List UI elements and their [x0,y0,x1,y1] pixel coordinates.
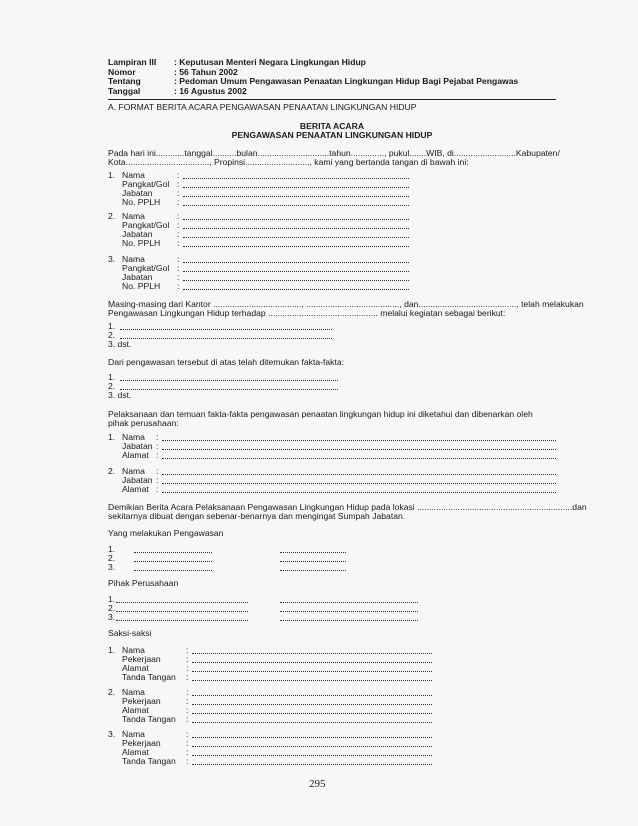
list-number: 3. dst. [108,390,132,400]
header-key: Tentang [108,76,141,87]
signature-number: 3. [108,562,116,572]
demikian-line-1: Demikian Berita Acara Pelaksanaan Pengawasan Lingkungan Hidup pada lokasi .................................................................dan [108,502,587,512]
header-value: : 16 Agustus 2002 [174,85,247,96]
header-key: Nomor [108,66,136,77]
section-heading: A. FORMAT BERITA ACARA PENGAWASAN PENAATAN LINGKUNGAN HIDUP [108,102,417,112]
officer-field-blank [183,265,409,272]
colon: : [177,263,180,273]
company-field-label: Nama [122,432,145,442]
officer-field-blank [183,256,409,263]
witness-field-label: Pekerjaan [122,654,161,664]
header-key: Tanggal [108,85,141,96]
signature-blank [116,605,248,612]
list-number: 3. dst. [108,339,132,349]
signature-number: 2. [108,553,116,563]
colon: : [156,432,159,442]
header-key: Lampiran III [108,57,157,67]
officer-field-label: No. PPLH [122,281,161,291]
colon: : [186,654,189,664]
colon: : [177,211,180,221]
company-field-blank [162,468,556,475]
company-field-blank [162,452,556,459]
witness-field-blank [192,740,432,747]
pelaksanaan-line-2: pihak perusahaan: [108,418,179,428]
intro-line-1: Pada hari ini............tanggal..........bulan..............................tahun.............., pukul.......WIB, di..........................Kabupaten/ [108,148,560,158]
colon: : [156,484,159,494]
page-number: 295 [309,778,326,790]
witness-field-blank [192,758,432,765]
colon: : [186,714,189,724]
signature-blank [280,614,418,621]
officer-field-blank [183,213,409,220]
officer-field-blank [183,172,409,179]
officer-number: 1. [108,170,116,180]
officer-field-label: Jabatan [122,188,153,198]
colon: : [177,220,180,230]
colon: : [186,705,189,715]
officer-field-label: No. PPLH [122,197,161,207]
colon: : [186,696,189,706]
witness-number: 3. [108,729,116,739]
signature-blank [134,555,212,562]
signature-blank [116,614,248,621]
company-field-blank [162,477,556,484]
officer-field-label: Pangkat/Gol [122,220,170,230]
company-field-blank [162,486,556,493]
officer-field-label: Jabatan [122,272,153,282]
colon: : [186,672,189,682]
officer-field-blank [183,283,409,290]
masing-line-2: Pengawasan Lingkungan Hidup terhadap .............................................. melalui kegiatan sebagai berikut: [108,308,506,318]
colon: : [186,747,189,757]
signature-number: 3. [108,612,116,622]
company-field-label: Jabatan [122,441,153,451]
officer-number: 3. [108,254,116,264]
signature-blank [280,605,418,612]
officer-field-blank [183,240,409,247]
witness-field-blank [192,665,432,672]
officer-field-label: Nama [122,211,145,221]
colon: : [186,738,189,748]
list-number: 2. [108,330,116,340]
witness-field-blank [192,698,432,705]
witness-field-blank [192,674,432,681]
colon: : [177,197,180,207]
witness-field-label: Alamat [122,705,149,715]
colon: : [156,450,159,460]
list-number: 1. [108,372,116,382]
decree-header [108,58,518,96]
company-number: 1. [108,432,116,442]
colon: : [177,170,180,180]
colon: : [177,238,180,248]
officer-field-blank [183,181,409,188]
company-field-label: Jabatan [122,475,153,485]
colon: : [177,188,180,198]
company-number: 2. [108,466,116,476]
witness-field-blank [192,689,432,696]
company-field-label: Alamat [122,484,149,494]
officer-field-label: Nama [122,170,145,180]
colon: : [177,272,180,282]
fakta-heading: Dari pengawasan tersebut di atas telah ditemukan fakta-fakta: [108,357,344,367]
company-field-label: Nama [122,466,145,476]
header-value: : Pedoman Umum Pengawasan Penaatan Lingkungan Hidup Bagi Pejabat Pengawas [174,76,519,87]
witness-number: 2. [108,687,116,697]
officer-field-blank [183,190,409,197]
signature-number: 1. [108,594,116,604]
pelaksanaan-line-1: Pelaksanaan dan temuan fakta-fakta pengawasan penaatan lingkungan hidup ini diketahui dan dibenarkan oleh [108,409,533,419]
witness-field-label: Pekerjaan [122,696,161,706]
colon: : [177,281,180,291]
colon: : [186,729,189,739]
officer-number: 2. [108,211,116,221]
officer-field-label: Jabatan [122,229,153,239]
signature-blank [134,546,212,553]
document-subtitle: PENGAWASAN PENAATAN LINGKUNGAN HIDUP [231,130,433,140]
witness-field-label: Tanda Tangan [122,756,176,766]
colon: : [177,254,180,264]
signature-blank [280,546,346,553]
header-value: : Keputusan Menteri Negara Lingkungan Hidup [174,57,366,67]
pengawas-heading: Yang melakukan Pengawasan [108,528,224,538]
colon: : [186,645,189,655]
list-blank [120,332,332,339]
witness-field-label: Alamat [122,747,149,757]
colon: : [186,756,189,766]
officer-field-blank [183,199,409,206]
list-number: 1. [108,321,116,331]
colon: : [156,441,159,451]
witness-field-label: Nama [122,645,145,655]
witness-field-blank [192,731,432,738]
colon: : [186,687,189,697]
perusahaan-heading: Pihak Perusahaan [108,578,179,588]
company-field-label: Alamat [122,450,149,460]
signature-number: 1. [108,544,116,554]
witness-number: 1. [108,645,116,655]
witness-field-label: Alamat [122,663,149,673]
witness-field-blank [192,647,432,654]
witness-field-label: Nama [122,729,145,739]
signature-blank [280,564,346,571]
list-number: 2. [108,381,116,391]
list-blank [120,323,332,330]
company-field-blank [162,434,556,441]
witness-field-blank [192,749,432,756]
witness-field-blank [192,716,432,723]
officer-field-blank [183,222,409,229]
officer-field-label: Pangkat/Gol [122,263,170,273]
officer-field-label: Nama [122,254,145,264]
demikian-line-2: sekitarnya dibuat dengan sebenar-benarnya dan mengingat Sumpah Jabatan. [108,511,406,521]
signature-number: 2. [108,603,116,613]
colon: : [177,229,180,239]
document-title: BERITA ACARA [299,121,365,131]
signature-blank [280,596,418,603]
colon: : [156,475,159,485]
list-blank [120,374,338,381]
signature-blank [116,596,248,603]
intro-line-2: Kota..................................., Propinsi..........................., kami yang bertanda tangan di bawah ini: [108,157,469,167]
witness-field-label: Tanda Tangan [122,714,176,724]
officer-field-label: No. PPLH [122,238,161,248]
list-blank [120,383,338,390]
witness-field-label: Tanda Tangan [122,672,176,682]
signature-blank [280,555,346,562]
officer-field-blank [183,274,409,281]
signature-blank [134,564,212,571]
colon: : [177,179,180,189]
witness-field-label: Nama [122,687,145,697]
witness-field-label: Pekerjaan [122,738,161,748]
witness-field-blank [192,707,432,714]
header-rule [108,99,556,100]
officer-field-label: Pangkat/Gol [122,179,170,189]
colon: : [156,466,159,476]
witness-field-blank [192,656,432,663]
saksi-heading: Saksi-saksi [108,628,152,638]
header-value: : 56 Tahun 2002 [174,66,238,77]
masing-line-1: Masing-masing dari Kantor ....................................., ......................................., dan........................................., telah melakukan [108,299,584,309]
colon: : [186,663,189,673]
company-field-blank [162,443,556,450]
officer-field-blank [183,231,409,238]
